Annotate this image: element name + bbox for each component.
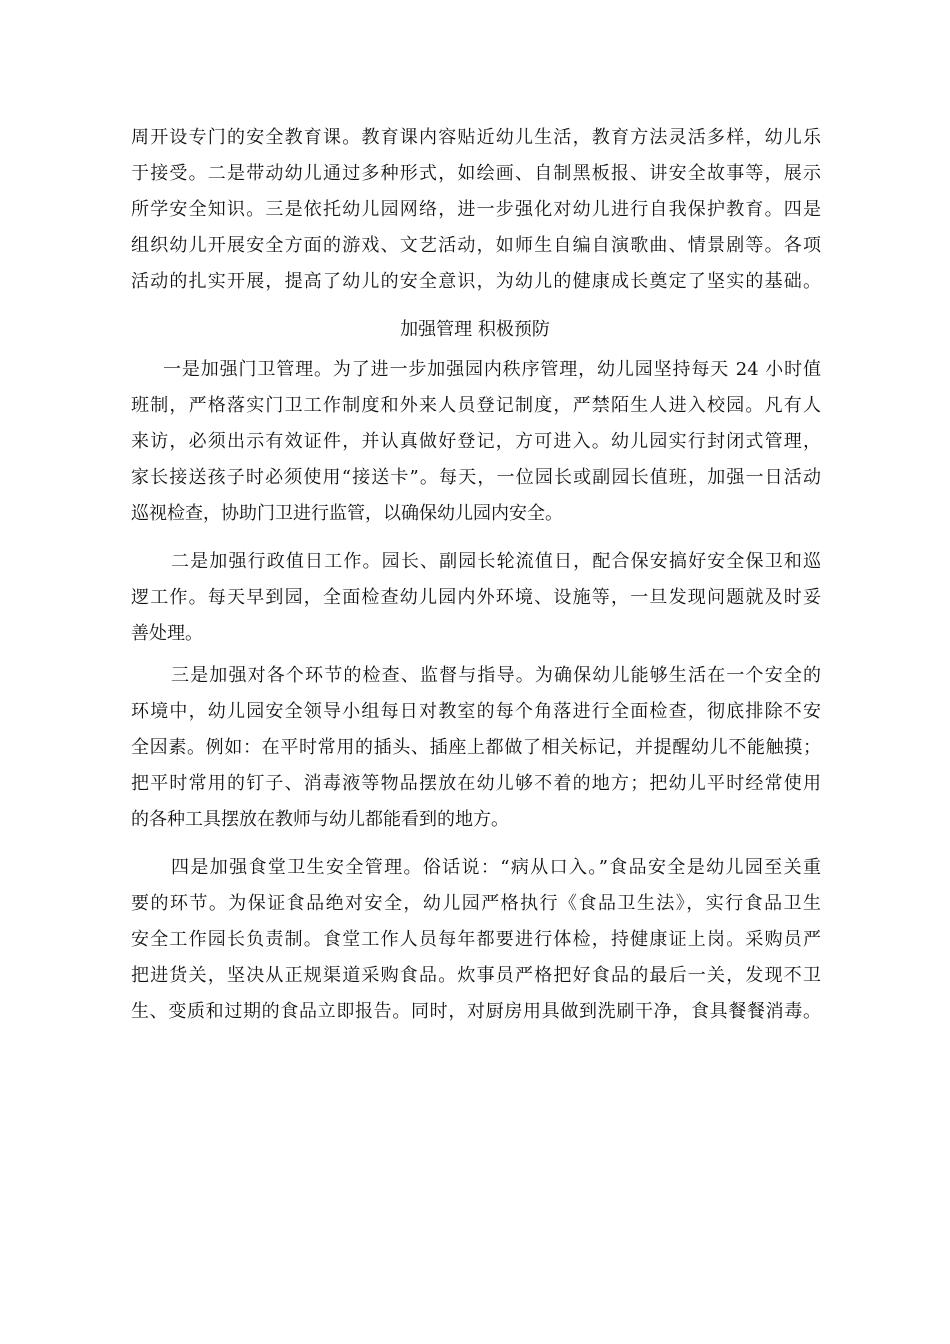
text-line: 组织幼儿开展安全方面的游戏、文艺活动，如师生自编自演歌曲、情景剧等。各项 xyxy=(131,235,821,256)
paragraph-inspection xyxy=(131,658,821,838)
text-line: 来访，必须出示有效证件，并认真做好登记，方可进入。幼儿园实行封闭式管理， xyxy=(131,431,821,452)
text-line: 全因素。例如：在平时常用的插头、插座上都做了相关标记，并提醒幼儿不能触摸； xyxy=(131,737,821,758)
text-line: 安全工作园长负责制。食堂工作人员每年都要进行体检，持健康证上岗。采购员严 xyxy=(131,929,821,950)
paragraph-canteen xyxy=(131,850,821,1030)
text-line: 把进货关，坚决从正规渠道采购食品。炊事员严格把好食品的最后一关，发现不卫 xyxy=(131,965,821,986)
text-line: 善处理。 xyxy=(131,623,203,644)
text-line: 环境中，幼儿园安全领导小组每日对教室的每个角落进行全面检查，彻底排除不安 xyxy=(131,701,821,722)
text-line: 所学安全知识。三是依托幼儿园网络，进一步强化对幼儿进行自我保护教育。四是 xyxy=(131,199,821,220)
text-line: 四是加强食堂卫生安全管理。俗话说：“病从口入。”食品安全是幼儿园至关重 xyxy=(171,857,821,878)
text-line: 逻工作。每天早到园，全面检查幼儿园内外环境、设施等，一旦发现问题就及时妥 xyxy=(131,587,821,608)
intro-paragraph xyxy=(131,120,821,300)
section-heading: 加强管理 积极预防 xyxy=(400,319,550,340)
text-line: 把平时常用的钉子、消毒液等物品摆放在幼儿够不着的地方；把幼儿平时经常使用 xyxy=(131,773,821,794)
text-line: 周开设专门的安全教育课。教育课内容贴近幼儿生活，教育方法灵活多样，幼儿乐 xyxy=(131,127,821,148)
text-line: 班制，严格落实门卫工作制度和外来人员登记制度，严禁陌生人进入校园。凡有人 xyxy=(131,395,821,416)
text-line: 二是加强行政值日工作。园长、副园长轮流值日，配合保安搞好安全保卫和巡 xyxy=(171,551,821,572)
text-line: 活动的扎实开展，提高了幼儿的安全意识，为幼儿的健康成长奠定了坚实的基础。 xyxy=(131,271,821,292)
text-line: 要的环节。为保证食品绝对安全，幼儿园严格执行《食品卫生法》，实行食品卫生 xyxy=(131,893,821,914)
paragraph-gatekeeping xyxy=(131,352,821,532)
text-line: 一是加强门卫管理。为了进一步加强园内秩序管理，幼儿园坚持每天 24 小时值 xyxy=(163,359,821,380)
paragraph-admin-duty xyxy=(131,544,821,652)
text-line: 生、变质和过期的食品立即报告。同时，对厨房用具做到洗刷干净，食具餐餐消毒。 xyxy=(131,1001,821,1022)
text-line: 于接受。二是带动幼儿通过多种形式，如绘画、自制黑板报、讲安全故事等，展示 xyxy=(131,163,821,184)
text-line: 的各种工具摆放在教师与幼儿都能看到的地方。 xyxy=(131,809,509,830)
text-line: 家长接送孩子时必须使用“接送卡”。每天，一位园长或副园长值班，加强一日活动 xyxy=(131,467,821,488)
text-line: 巡视检查，协助门卫进行监管，以确保幼儿园内安全。 xyxy=(131,503,563,524)
text-line: 三是加强对各个环节的检查、监督与指导。为确保幼儿能够生活在一个安全的 xyxy=(171,665,821,686)
